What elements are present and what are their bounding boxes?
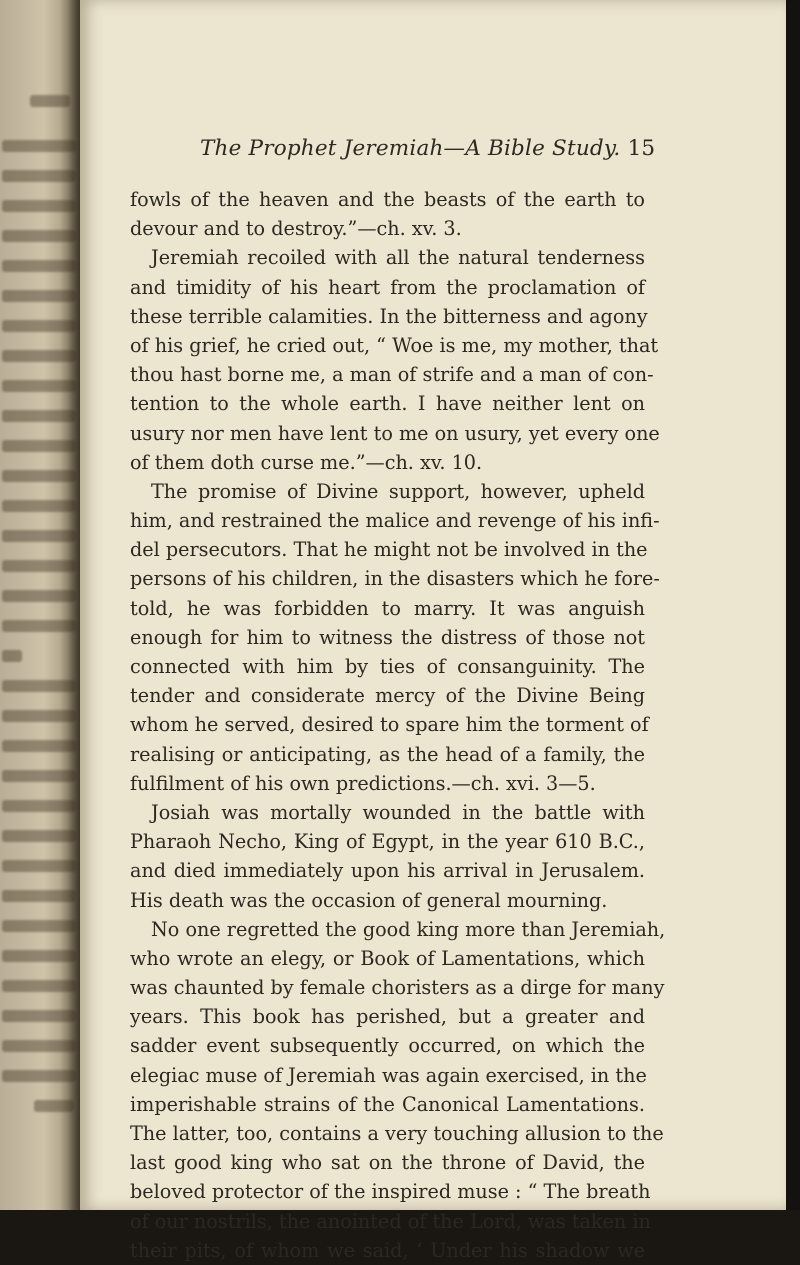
text-line: elegiac muse of Jeremiah was again exercised, in the	[130, 1063, 647, 1087]
text-line: tender and considerate mercy of the Divine Being	[130, 684, 645, 708]
text-line: years. This book has perished, but a greater and	[130, 1005, 645, 1029]
text-line: devour and to destroy.”—ch. xv. 3.	[130, 217, 462, 241]
text-line: last good king who sat on the throne of David, the	[130, 1151, 645, 1175]
text-line: of his grief, he cried out, “ Woe is me, my mother, that	[130, 333, 659, 357]
text-line: connected with him by ties of consanguinity. The	[130, 655, 645, 678]
gutter-shadow	[60, 0, 80, 1210]
text-line: del persecutors. That he might not be involved in the	[130, 538, 648, 562]
text-line: His death was the occasion of general mourning.	[130, 888, 608, 912]
text-line: enough for him to witness the distress of those not	[130, 625, 645, 649]
text-line: beloved protector of the inspired muse : “ The breath	[130, 1180, 651, 1204]
text-line: tention to the whole earth. I have neither lent on	[130, 392, 645, 416]
text-line: him, and restrained the malice and revenge of his infi-	[130, 509, 660, 533]
text-line: The promise of Divine support, however, upheld	[151, 479, 645, 503]
text-line: realising or anticipating, as the head of a family, the	[130, 742, 645, 766]
text-line: of our nostrils, the anointed of the Lord, was taken in	[130, 1209, 651, 1233]
text-line: Jeremiah recoiled with all the natural tenderness	[151, 246, 645, 270]
body-text	[130, 185, 666, 1265]
text-line: their pits, of whom we said, ‘ Under his shadow we	[130, 1238, 645, 1262]
page-number: 15	[627, 136, 655, 161]
text-line: The latter, too, contains a very touching allusion to the	[130, 1122, 664, 1145]
text-line: persons of his children, in the disasters which he fore-	[130, 567, 660, 591]
text-line: sadder event subsequently occurred, on which the	[130, 1034, 645, 1058]
running-title: The Prophet Jeremiah—A Bible Study.	[200, 136, 621, 161]
text-line: Pharaoh Necho, King of Egypt, in the year 610 B.C.,	[130, 830, 645, 854]
text-line: was chaunted by female choristers as a dirge for many	[130, 976, 665, 1000]
text-line: and timidity of his heart from the proclamation of	[130, 275, 645, 299]
text-line: whom he served, desired to spare him the torment of	[130, 713, 649, 737]
scan-right-edge	[786, 0, 800, 1210]
text-line: of them doth curse me.”—ch. xv. 10.	[130, 450, 483, 474]
text-line: fulfilment of his own predictions.—ch. xvi. 3—5.	[130, 771, 596, 795]
text-line: fowls of the heaven and the beasts of the earth to	[130, 188, 645, 211]
text-line: these terrible calamities. In the bitterness and agony	[130, 304, 648, 328]
bleed-text-smudge	[2, 650, 22, 662]
running-header	[120, 136, 655, 170]
text-line: who wrote an elegy, or Book of Lamentations, which	[130, 946, 645, 970]
text-line: imperishable strains of the Canonical Lamentations.	[130, 1092, 645, 1116]
text-line: thou hast borne me, a man of strife and a man of con-	[130, 363, 654, 387]
text-line: told, he was forbidden to marry. It was anguish	[130, 596, 645, 620]
text-line: No one regretted the good king more than Jeremiah,	[151, 917, 666, 941]
text-line: and died immediately upon his arrival in Jerusalem.	[130, 859, 645, 883]
text-line: Josiah was mortally wounded in the battle with	[151, 800, 645, 824]
facing-page-bleed	[0, 0, 80, 1210]
text-line: usury nor men have lent to me on usury, yet every one	[130, 421, 660, 445]
